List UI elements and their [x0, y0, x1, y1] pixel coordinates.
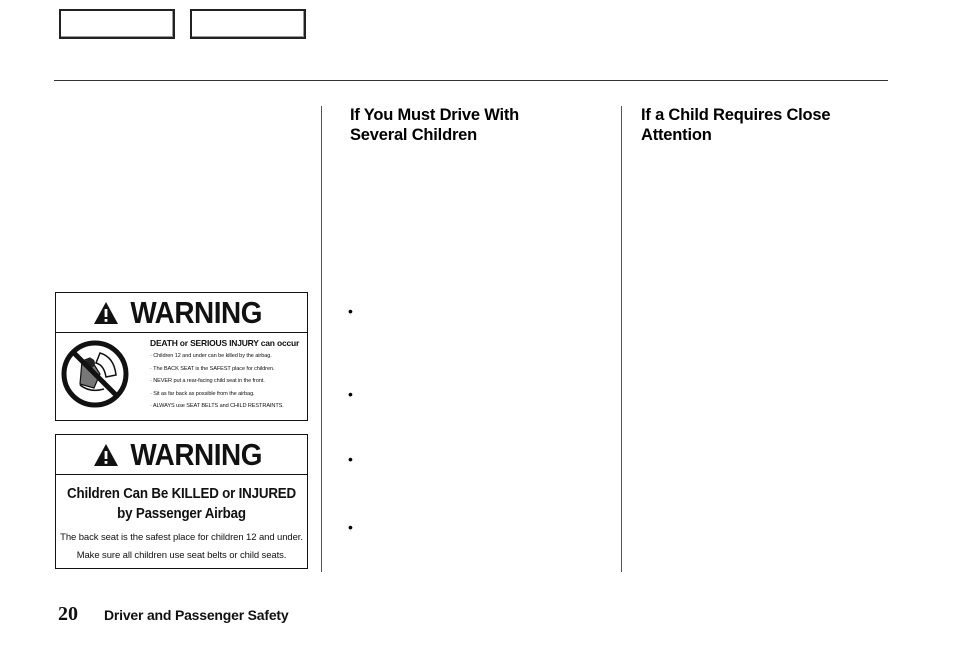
- airbag-warning-label: [55, 292, 308, 421]
- warning-item: · The BACK SEAT is the SAFEST place for children.: [150, 363, 308, 376]
- section-heading-several-children: [350, 105, 590, 145]
- warning-danger-line: DEATH or SERIOUS INJURY can occur: [150, 338, 300, 348]
- warning-item: · Children 12 and under can be killed by the airbag.: [150, 350, 308, 363]
- warning-header: [56, 435, 307, 475]
- warning-title: WARNING: [130, 437, 263, 472]
- next-page-button[interactable]: [190, 9, 306, 39]
- heading-line: Attention: [641, 126, 712, 144]
- column-divider: [621, 106, 622, 572]
- warning-sub-line: The back seat is the safest place for children 12 and under.: [60, 532, 303, 543]
- warning-item: · ALWAYS use SEAT BELTS and CHILD RESTRAINTS.: [150, 400, 308, 413]
- airbag-sun-visor-warning-label: [55, 434, 308, 569]
- section-heading-close-attention: [641, 105, 881, 145]
- heading-line: If You Must Drive With: [350, 106, 520, 124]
- warning-triangle-icon: [93, 301, 119, 325]
- page-number: 20: [58, 603, 78, 625]
- section-title-footer: Driver and Passenger Safety: [104, 607, 289, 623]
- no-child-in-front-seat-icon: [60, 339, 130, 409]
- heading-line: Several Children: [350, 126, 478, 144]
- bullet-marker: •: [348, 519, 353, 535]
- warning-triangle-icon: [93, 443, 119, 467]
- heading-line: If a Child Requires Close: [641, 106, 831, 124]
- warning-header: [56, 293, 307, 333]
- warning-sub-line: Make sure all children use seat belts or child seats.: [76, 550, 287, 561]
- warning-main-line: by Passenger Airbag: [117, 506, 246, 522]
- header-rule: [54, 80, 888, 81]
- warning-main-line: Children Can Be KILLED or INJURED: [67, 486, 296, 502]
- bullet-marker: •: [348, 303, 353, 319]
- bullet-marker: •: [348, 451, 353, 467]
- warning-title: WARNING: [130, 295, 263, 330]
- warning-item: · Sit as far back as possible from the airbag.: [150, 388, 308, 401]
- column-divider: [321, 106, 322, 572]
- warning-item: · NEVER put a rear-facing child seat in the front.: [150, 375, 308, 388]
- bullet-marker: •: [348, 386, 353, 402]
- previous-page-button[interactable]: [59, 9, 175, 39]
